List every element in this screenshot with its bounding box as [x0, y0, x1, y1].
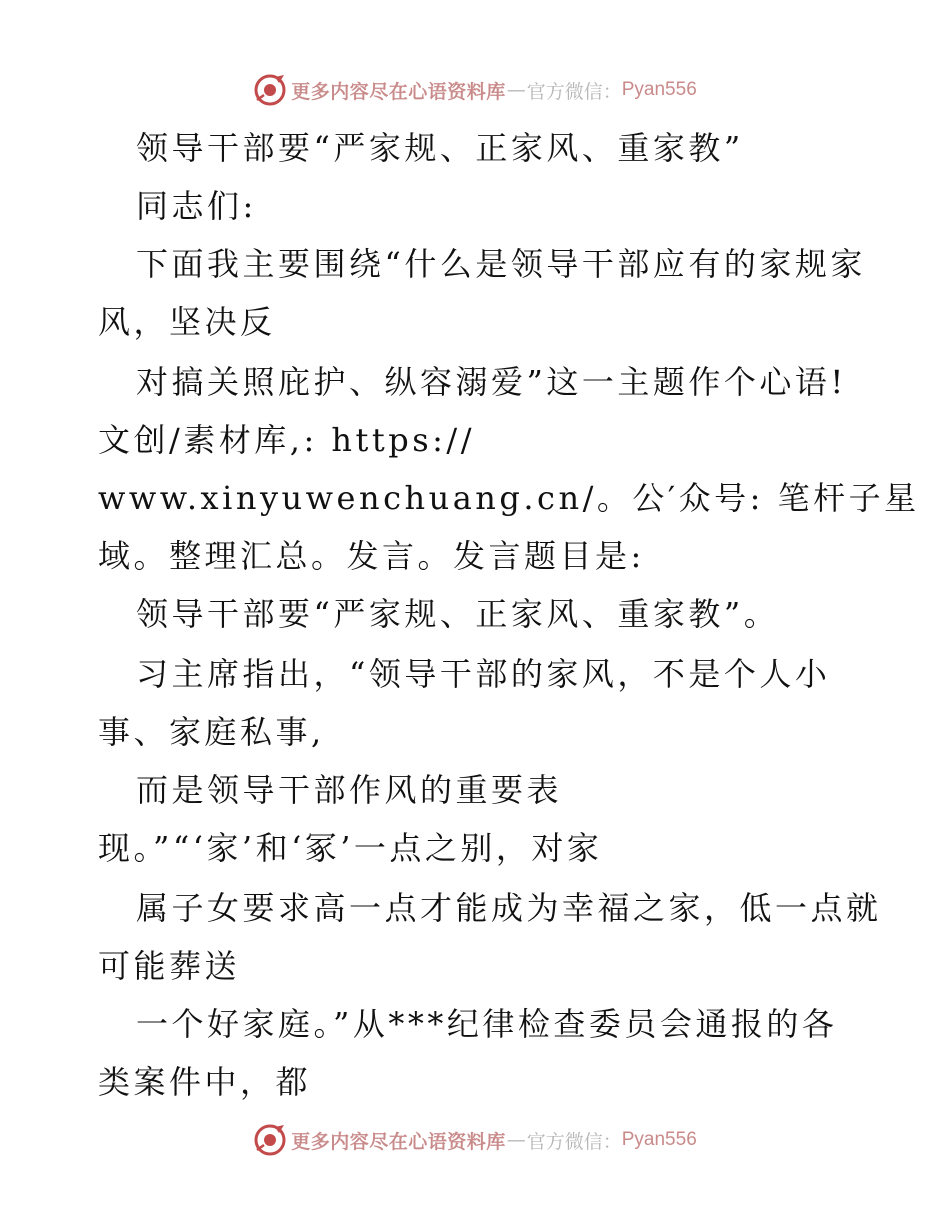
paragraph-line: 领导干部要“严家规、正家风、重家教”。 — [136, 595, 780, 633]
paragraph-line: 对搞关照庇护、纵容溺爱”这一主题作个心语! — [136, 363, 847, 401]
paragraph-line: 风，坚决反 — [98, 303, 276, 341]
paragraph-line: 文创/素材库,: https:// — [98, 421, 475, 459]
quill-circle-logo-icon — [253, 73, 287, 107]
header-banner — [0, 70, 950, 110]
footer-banner — [0, 1120, 950, 1160]
paragraph-line: 习主席指出，“领导干部的家风，不是个人小 — [136, 655, 831, 693]
paragraph-line: 现。”“‘家’和‘冢’一点之别，对家 — [98, 829, 603, 867]
paragraph-line: 一个好家庭。”从***纪律检查委员会通报的各 — [136, 1005, 838, 1043]
paragraph-line: 可能葬送 — [98, 947, 241, 985]
paragraph-line: 类案件中，都 — [98, 1063, 312, 1101]
paragraph-line: 属子女要求高一点才能成为幸福之家，低一点就 — [136, 889, 882, 927]
quill-circle-logo-icon — [253, 1123, 287, 1157]
document-title: 领导干部要“严家规、正家风、重家教” — [136, 129, 744, 167]
banner-wechat-label: 官方微信： — [526, 80, 622, 103]
banner-slogan: 更多内容尽在心语资料库 — [291, 80, 506, 103]
paragraph-line: www.xinyuwenchuang.cn/。公′众号: 笔杆子星 — [98, 479, 920, 517]
banner-wechat-id: Pyan556 — [621, 1129, 697, 1150]
banner-separator: — — [506, 79, 526, 101]
paragraph-line: 域。整理汇总。发言。发言题目是: — [98, 537, 645, 575]
banner-separator: — — [506, 1129, 526, 1151]
paragraph-line: 下面我主要围绕“什么是领导干部应有的家规家 — [136, 245, 866, 283]
paragraph-line: 而是领导干部作风的重要表 — [136, 771, 563, 809]
salutation: 同志们: — [136, 187, 257, 225]
paragraph-line: 事、家庭私事, — [98, 713, 325, 751]
banner-slogan: 更多内容尽在心语资料库 — [291, 1130, 506, 1153]
banner-wechat-label: 官方微信： — [526, 1130, 622, 1153]
banner-wechat-id: Pyan556 — [621, 79, 697, 100]
